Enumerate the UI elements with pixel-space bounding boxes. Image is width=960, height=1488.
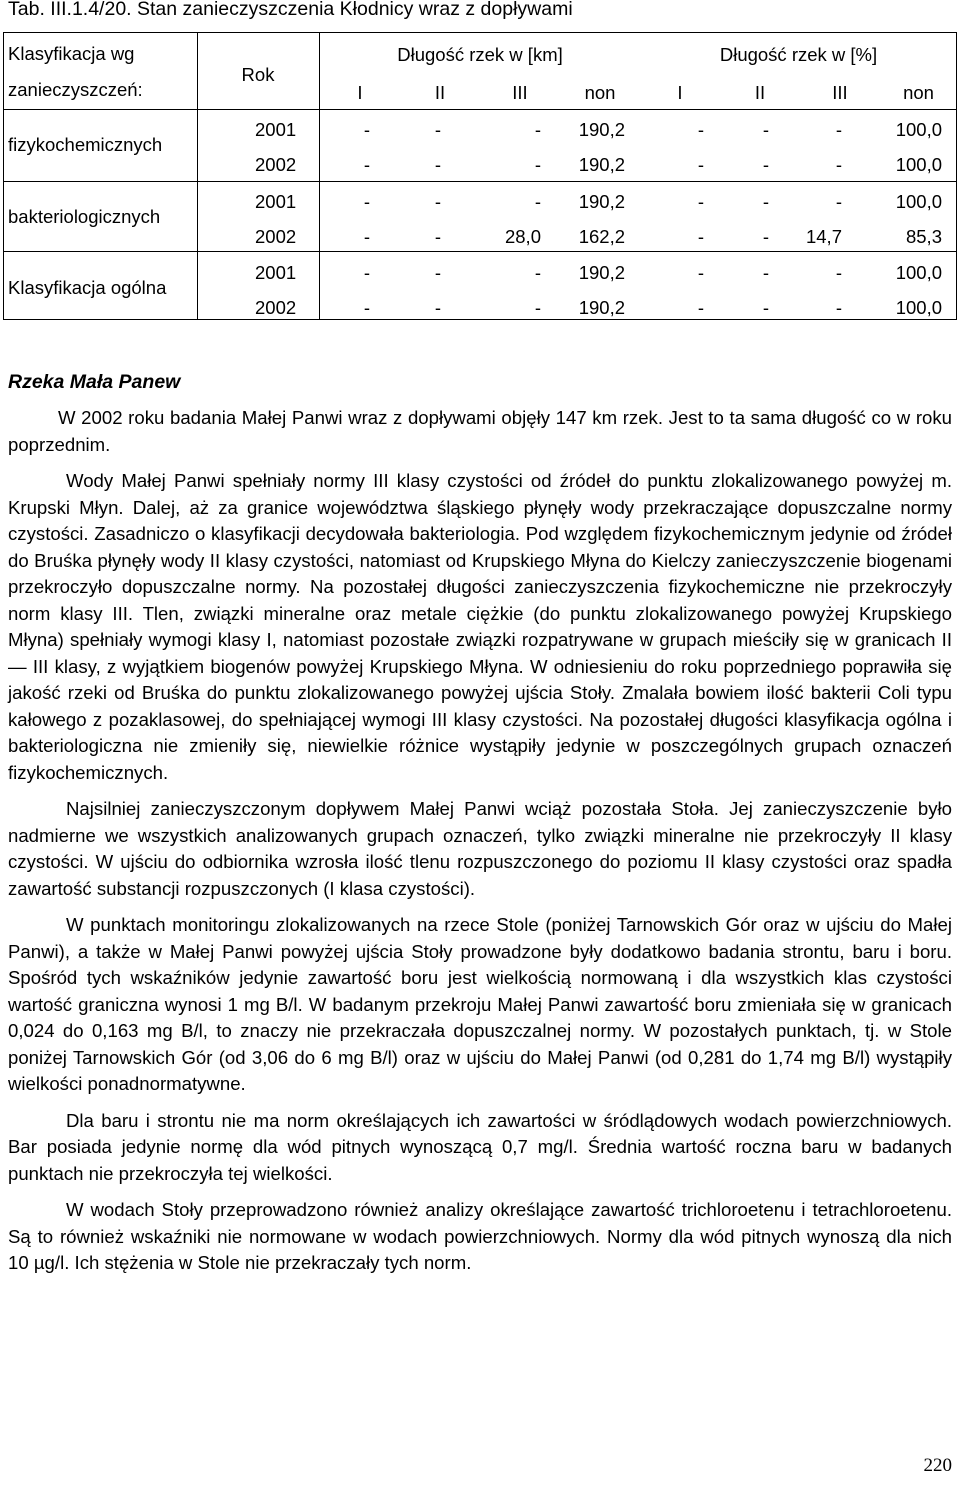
cell-value: - [835, 262, 842, 283]
header-klasyfikacja: Klasyfikacja wg [8, 43, 135, 64]
cell-value: 100,0 [895, 119, 942, 140]
cell-value: 190,2 [578, 154, 625, 175]
cell-year: 2001 [255, 191, 297, 212]
cell-value: 14,7 [805, 226, 842, 247]
cell-value: - [835, 119, 842, 140]
header-rok: Rok [241, 64, 275, 85]
cell-value: - [363, 297, 370, 318]
cell-value: - [835, 154, 842, 175]
cell-value: - [434, 226, 441, 247]
cell-value: 100,0 [895, 154, 942, 175]
cell-value: - [363, 154, 370, 175]
cell-value: - [762, 191, 769, 212]
cell-value: - [534, 154, 541, 175]
header-class-6: III [832, 82, 848, 103]
cell-value: - [697, 154, 704, 175]
cell-value: 162,2 [578, 226, 625, 247]
header-length-pct: Długość rzek w [%] [719, 44, 878, 65]
cell-value: - [762, 154, 769, 175]
cell-value: - [434, 297, 441, 318]
header-class-5: II [754, 82, 766, 103]
header-zanieczyszczen: zanieczyszczeń: [8, 79, 143, 100]
header-class-7: non [903, 82, 934, 103]
cell-value: - [697, 119, 704, 140]
section-heading: Rzeka Mała Panew [8, 371, 181, 393]
table-caption: Tab. III.1.4/20. Stan zanieczyszczenia Kłodnicy wraz z dopływami [8, 0, 573, 20]
cell-year: 2001 [255, 119, 297, 140]
cell-value: 100,0 [895, 297, 942, 318]
header-length-km: Długość rzek w [km] [397, 44, 563, 65]
cell-value: 190,2 [578, 119, 625, 140]
table-group-rule-1 [3, 181, 957, 182]
page-number: 220 [923, 1455, 952, 1476]
cell-year: 2001 [255, 262, 297, 283]
cell-value: - [534, 297, 541, 318]
cell-value: - [534, 262, 541, 283]
cell-value: - [363, 191, 370, 212]
cell-year: 2002 [255, 226, 297, 247]
group-label-fizykochemicznych: fizykochemicznych [8, 134, 163, 155]
paragraph: Najsilniej zanieczyszczonym dopływem Małej Panwi wciąż pozostała Stoła. Jej zanieczyszczenie było nadmierne we wszystkich analizowanych grupach oznaczeń, tylko związki mineralne nie przekroczyły II klasy czystości. W ujściu do odbiornika wzrosła ilość tlenu rozpuszczonego do poziomu II klasy czystości oraz spadła zawartość substancji rozpuszczonych (I klasa czystości). [8, 798, 952, 899]
paragraph: W 2002 roku badania Małej Panwi wraz z dopływami objęły 147 km rzek. Jest to ta sama długość co w roku poprzednim. [8, 407, 952, 455]
cell-value: 190,2 [578, 191, 625, 212]
cell-value: 100,0 [895, 262, 942, 283]
cell-value: - [697, 262, 704, 283]
header-class-2: III [512, 82, 528, 103]
cell-value: - [363, 262, 370, 283]
cell-value: - [697, 297, 704, 318]
cell-value: - [835, 191, 842, 212]
table-header-rule [3, 109, 957, 110]
header-class-4: I [677, 82, 683, 103]
cell-value: 85,3 [905, 226, 942, 247]
header-class-1: II [434, 82, 446, 103]
cell-value: - [534, 191, 541, 212]
cell-value: - [434, 119, 441, 140]
cell-value: - [534, 119, 541, 140]
cell-value: - [363, 226, 370, 247]
paragraph: Dla baru i strontu nie ma norm określających ich zawartości w śródlądowych wodach powierzchniowych. Bar posiada jedynie normę dla wód pitnych wynoszącą 0,7 mg/l. Średnia wartość roczna baru w badanych punktach nie przekroczyła tej wielkości. [8, 1109, 952, 1184]
group-label-bakteriologicznych: bakteriologicznych [8, 206, 161, 227]
cell-value: - [434, 191, 441, 212]
cell-value: - [835, 297, 842, 318]
cell-value: - [762, 119, 769, 140]
table-group-rule-2 [3, 251, 957, 252]
cell-value: - [762, 297, 769, 318]
paragraph: W wodach Stoły przeprowadzono również analizy określające zawartość trichloroetenu i tetrachloroetenu. Są to również wskaźniki nie normowane w wodach powierzchniowych. Normy dla wód pitnych wynoszą dla nich 10 µg/l. Ich stężenia w Stole nie przekraczały tych norm. [8, 1199, 952, 1273]
cell-value: 100,0 [895, 191, 942, 212]
header-class-3: non [584, 82, 616, 103]
cell-value: - [762, 226, 769, 247]
group-label-klasyfikacja-ogolna: Klasyfikacja ogólna [8, 277, 167, 298]
cell-value: 190,2 [578, 262, 625, 283]
body-text [8, 405, 952, 1277]
cell-value: 28,0 [504, 226, 541, 247]
paragraph: Wody Małej Panwi spełniały normy III klasy czystości od źródeł do punktu zlokalizowanego powyżej m. Krupski Młyn. Dalej, aż za granice województwa śląskiego płynęły wody przekraczające dopuszczalne normy czystości. Zasadniczo o klasyfikacji decydowała bakteriologia. Pod względem fizykochemicznym jedynie od źródeł do Bruśka płynęły wody II klasy czystości, natomiast od Krupskiego Młyna do Kielczy zanieczyszczenie biogenami przekroczyło dopuszczalne normy. Na pozostałej długości zanieczyszczenia fizykochemiczne nie przekroczyły norm klasy III. Tlen, związki mineralne oraz metale ciężkie (do punktu zlokalizowanego powyżej Krupskiego Młyna) spełniały wymogi klasy I, natomiast pozostałe związki rozpatrywane w grupach mieściły się w granicach II — III klasy, z wyjątkiem biogenów powyżej Krupskiego Młyna. W odniesieniu do roku poprzedniego poprawiła się jakość rzeki od Bruśka do punktu zlokalizowanego powyżej ujścia Stoły. Zmalała bowiem ilość bakterii Coli typu kałowego z pozaklasowej, do spełniającej wymogi III klasy czystości. Na pozostałej długości klasyfikacja ogólna i bakteriologiczna nie zmieniły się, niewielkie różnice wystąpiły jedynie w poszczególnych grupach oznaczeń fizykochemicznych. [8, 470, 952, 783]
cell-value: - [434, 262, 441, 283]
cell-year: 2002 [255, 297, 297, 318]
cell-value: - [363, 119, 370, 140]
cell-value: - [697, 226, 704, 247]
cell-year: 2002 [255, 154, 297, 175]
cell-value: 190,2 [578, 297, 625, 318]
paragraph: W punktach monitoringu zlokalizowanych na rzece Stole (poniżej Tarnowskich Gór oraz w ujściu do Małej Panwi), a także w Małej Panwi powyżej ujścia Stoły prowadzone były dodatkowo badania strontu, baru i boru. Spośród tych wskaźników jedynie zawartość boru jest wielkością normowaną i dla wszystkich klas czystości wartość graniczna wynosi 1 mg B/l. W badanym przekroju Małej Panwi zawartość boru zmieniała się w granicach 0,024 do 0,163 mg B/l, to znaczy nie przekraczała dopuszczalnej normy. W pozostałych punktach, tj. w Stole poniżej Tarnowskich Gór (od 3,06 do 6 mg B/l) oraz w ujściu do Małej Panwi (od 0,281 do 1,74 mg B/l) wystąpiły wielkości ponadnormatywne. [8, 914, 952, 1094]
cell-value: - [434, 154, 441, 175]
cell-value: - [697, 191, 704, 212]
header-class-0: I [357, 82, 363, 103]
cell-value: - [762, 262, 769, 283]
